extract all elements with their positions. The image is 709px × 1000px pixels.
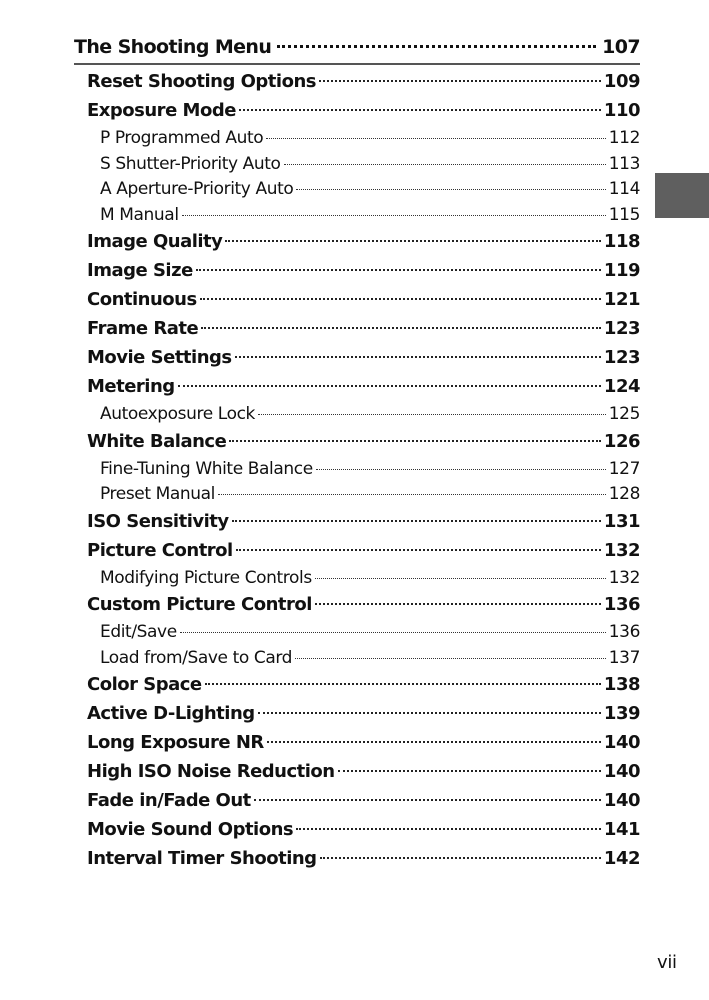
dot-leader [200,298,601,300]
toc-entry-exposure-mode[interactable] [87,99,640,128]
toc-entry-movie-settings[interactable] [87,346,640,375]
dot-leader [236,549,601,551]
dot-leader [239,109,601,111]
toc-entry-page: 140 [603,761,640,782]
toc-entry-frame-rate[interactable] [87,317,640,346]
toc-entry-page: 114 [608,179,640,199]
toc-entry-picture-control[interactable] [87,539,640,568]
toc-entry-movie-sound-options[interactable] [87,818,640,847]
dot-leader [266,138,605,139]
toc-entry-image-size[interactable] [87,259,640,288]
toc-entry-page: 142 [603,848,640,869]
toc-entry-label: Load from/Save to Card [100,647,293,668]
dot-leader [182,215,606,216]
section-heading[interactable] [74,36,640,62]
dot-leader [267,741,601,743]
toc-subentry-fine-tuning-white-balance[interactable] [87,459,640,485]
dot-leader [180,632,606,633]
dot-leader [277,45,596,48]
toc-entry-active-d-lighting[interactable] [87,702,640,731]
dot-leader [254,799,601,801]
toc-entry-label: Modifying Picture Controls [100,567,312,588]
chapter-thumb-tab [655,173,709,218]
toc-entry-label: M Manual [100,204,179,225]
toc-entry-label: Preset Manual [100,484,215,504]
toc-entry-page: 136 [608,622,640,642]
dot-leader [232,520,601,522]
toc-entry-long-exposure-nr[interactable] [87,731,640,760]
toc-entry-page: 125 [608,404,640,424]
toc-entry-label: High ISO Noise Reduction [87,761,335,782]
toc-entry-page: 138 [603,674,640,695]
toc-entry-page: 141 [603,819,640,840]
dot-leader [205,683,601,685]
toc-subentry-modifying-picture-controls[interactable] [87,568,640,594]
toc-entry-reset-shooting-options[interactable] [87,70,640,99]
toc-entry-label: Exposure Mode [87,100,236,121]
toc-entry-white-balance[interactable] [87,430,640,459]
toc-entry-color-space[interactable] [87,673,640,702]
toc-entry-label: Reset Shooting Options [87,71,316,92]
toc-entry-label: Interval Timer Shooting [87,848,317,869]
toc-entry-page: 118 [603,231,640,252]
toc-entry-page: 115 [608,204,640,225]
toc-entry-label: Picture Control [87,539,233,561]
toc-entry-label: Edit/Save [100,622,177,642]
dot-leader [178,385,601,387]
toc-subentry-manual[interactable] [87,205,640,231]
dot-leader [338,770,601,772]
toc-entry-page: 109 [603,71,640,92]
toc-entry-continuous[interactable] [87,288,640,317]
dot-leader [225,240,601,242]
toc-subentry-aperture-priority-auto[interactable] [87,179,640,205]
toc-entry-page: 110 [603,100,640,121]
dot-leader [235,356,601,358]
toc-entry-label: Fade in/Fade Out [87,790,251,811]
dot-leader [296,189,605,190]
toc-entry-label: Image Quality [87,231,223,252]
toc-entry-page: 140 [603,790,640,811]
toc-entry-label: Continuous [87,289,197,310]
toc-entry-page: 132 [603,539,640,561]
toc-entry-label: Metering [87,376,175,397]
toc-entry-metering[interactable] [87,375,640,404]
toc-list [87,70,640,876]
toc-subentry-shutter-priority-auto[interactable] [87,154,640,180]
toc-entry-interval-timer-shooting[interactable] [87,847,640,876]
toc-entry-label: Frame Rate [87,318,199,339]
dot-leader [258,712,601,714]
toc-entry-page: 124 [603,376,640,397]
toc-entry-page: 123 [603,318,640,339]
toc-entry-page: 113 [608,153,640,174]
toc-entry-page: 139 [603,703,640,724]
toc-entry-label: Active D-Lighting [87,703,255,724]
section-title: The Shooting Menu [74,36,272,58]
toc-entry-label: P Programmed Auto [100,128,264,148]
toc-entry-label: Movie Settings [87,347,232,368]
toc-subentry-preset-manual[interactable] [87,484,640,510]
dot-leader [320,857,601,859]
toc-entry-page: 137 [608,647,640,668]
toc-entry-fade-in-fade-out[interactable] [87,789,640,818]
dot-leader [315,603,601,605]
dot-leader [296,828,601,830]
toc-entry-page: 121 [603,289,640,310]
toc-entry-page: 127 [608,458,640,479]
toc-entry-page: 128 [608,484,640,504]
toc-entry-image-quality[interactable] [87,230,640,259]
toc-subentry-programmed-auto[interactable] [87,128,640,154]
toc-entry-label: Autoexposure Lock [100,404,255,424]
toc-entry-label: Custom Picture Control [87,594,312,615]
toc-entry-page: 119 [603,260,640,281]
section-page: 107 [602,36,640,58]
heading-rule [74,63,640,65]
toc-entry-custom-picture-control[interactable] [87,593,640,622]
dot-leader [319,80,601,82]
dot-leader [316,469,606,470]
toc-entry-label: White Balance [87,430,227,452]
toc-subentry-autoexposure-lock[interactable] [87,404,640,430]
dot-leader [284,164,606,165]
toc-entry-page: 132 [608,567,640,588]
toc-entry-label: Color Space [87,674,202,695]
toc-entry-label: Fine-Tuning White Balance [100,458,313,479]
toc-entry-label: ISO Sensitivity [87,510,229,532]
dot-leader [218,494,606,495]
page-number: vii [657,952,677,973]
dot-leader [201,327,601,329]
toc-entry-label: Long Exposure NR [87,732,264,753]
toc-entry-iso-sensitivity[interactable] [87,510,640,539]
toc-subentry-load-save-card[interactable] [87,648,640,674]
toc-entry-page: 112 [608,128,640,148]
toc-entry-label: S Shutter-Priority Auto [100,153,281,174]
toc-entry-page: 123 [603,347,640,368]
toc-subentry-edit-save[interactable] [87,622,640,648]
toc-entry-page: 140 [603,732,640,753]
toc-entry-page: 136 [603,594,640,615]
toc-entry-label: Image Size [87,260,193,281]
toc-entry-label: A Aperture-Priority Auto [100,179,294,199]
toc-entry-page: 126 [603,430,640,452]
toc-entry-page: 131 [603,510,640,532]
dot-leader [295,658,606,659]
dot-leader [258,414,606,415]
dot-leader [229,440,601,442]
dot-leader [196,269,601,271]
toc-entry-label: Movie Sound Options [87,819,294,840]
dot-leader [315,578,606,579]
toc-entry-high-iso-noise-reduction[interactable] [87,760,640,789]
